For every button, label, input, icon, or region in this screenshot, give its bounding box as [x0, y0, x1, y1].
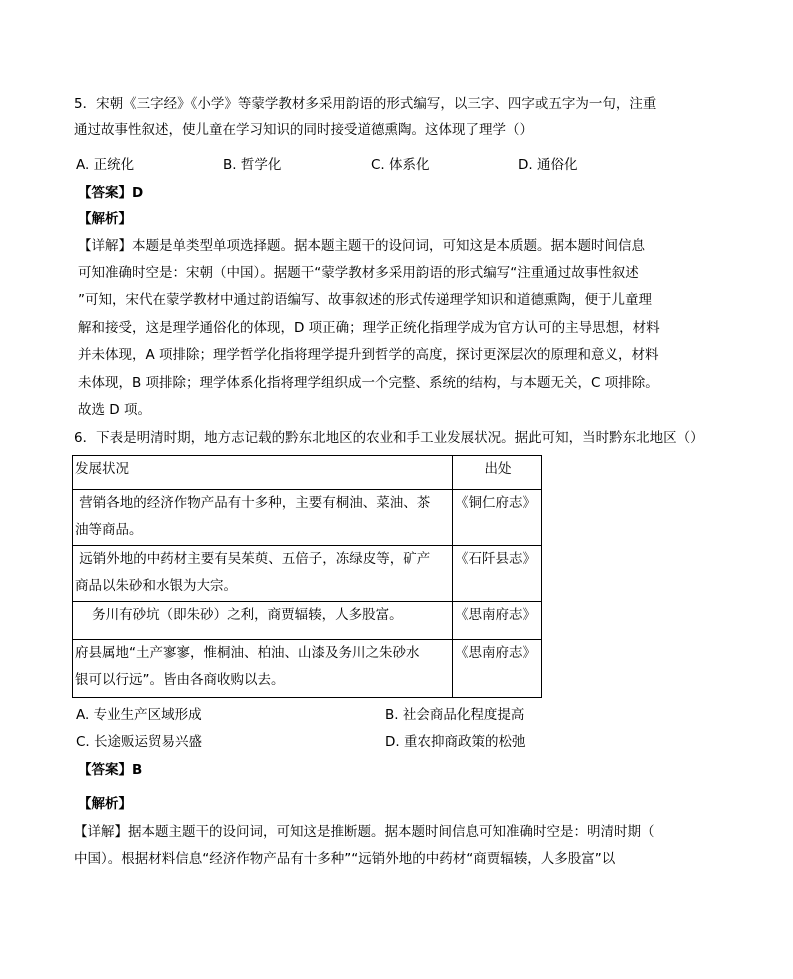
table-cell-source: 《石阡县志》: [453, 546, 542, 602]
q6-option-b: B. 社会商品化程度提高: [385, 707, 525, 723]
q6-option-d: D. 重农抑商政策的松弛: [385, 734, 526, 750]
q5-analysis-line: 未体现，B 项排除；理学体系化指将理学组织成一个完整、系统的结构，与本题无关，C 项排除。: [78, 375, 659, 391]
table-row: [73, 490, 542, 546]
q5-stem-line1: 5．宋朝《三字经》《小学》等蒙学教材多采用韵语的形式编写，以三字、四字或五字为一句，注重: [74, 96, 657, 112]
table-cell-status: [73, 490, 453, 546]
q5-option-a: A. 正统化: [76, 157, 135, 173]
cell-line: 府县属地“土产寥寥，惟桐油、柏油、山漆及务川之朱砂水: [75, 645, 420, 661]
q6-analysis-heading: 【解析】: [78, 796, 132, 812]
q5-analysis-line: ”可知，宋代在蒙学教材中通过韵语编写、故事叙述的形式传递理学知识和道德熏陶，便于儿童理: [78, 292, 652, 308]
cell-line: 营销各地的经济作物产品有十多种，主要有桐油、菜油、茶: [75, 495, 431, 511]
table-header-row: [73, 456, 542, 490]
q5-analysis-line: 并未体现，A 项排除；理学哲学化指将理学提升到哲学的高度，探讨更深层次的原理和意义，材料: [78, 347, 659, 363]
table-header-status: 发展状况: [73, 456, 453, 490]
q6-analysis-line: 中国）。根据材料信息“经济作物产品有十多种”“远销外地的中药材“商贾辐辏，人多股富”以: [74, 851, 616, 867]
table-cell-source: 《思南府志》: [453, 602, 542, 640]
q5-stem-line2: 通过故事性叙述，使儿童在学习知识的同时接受道德熏陶。这体现了理学（）: [74, 122, 533, 138]
q6-option-a: A. 专业生产区域形成: [76, 707, 202, 723]
q6-analysis-line: 【详解】据本题主题干的设问词，可知这是推断题。据本题时间信息可知准确时空是：明清时期（: [74, 824, 655, 840]
q5-analysis-line: 解和接受，这是理学通俗化的体现，D 项正确；理学正统化指理学成为官方认可的主导思想，材料: [78, 320, 660, 336]
cell-line: 务川有砂坑（即朱砂）之利，商贾辐辏，人多股富。: [75, 607, 403, 623]
q5-answer: 【答案】D: [78, 185, 144, 201]
q6-answer: 【答案】B: [78, 762, 143, 778]
q5-analysis-line: 可知准确时空是：宋朝（中国）。据题干“蒙学教材多采用韵语的形式编写“注重通过故事性叙述: [78, 265, 639, 281]
table-cell-status: [73, 640, 453, 698]
table-cell-source: 《思南府志》: [453, 640, 542, 698]
q5-option-d: D. 通俗化: [518, 157, 578, 173]
table-row: [73, 640, 542, 698]
table-row: [73, 546, 542, 602]
table-cell-status: [73, 602, 453, 640]
table-header-source: 出处: [453, 456, 542, 490]
q6-table: [72, 455, 542, 698]
cell-line: 油等商品。: [75, 522, 143, 538]
table-cell-source: 《铜仁府志》: [453, 490, 542, 546]
cell-line: 远销外地的中药材主要有吴茱萸、五倍子，冻绿皮等，矿产: [75, 551, 431, 567]
q5-analysis-heading: 【解析】: [78, 211, 132, 227]
q6-stem: 6．下表是明清时期，地方志记载的黔东北地区的农业和手工业发展状况。据此可知，当时黔东北地区（）: [74, 430, 704, 446]
q5-option-b: B. 哲学化: [223, 157, 282, 173]
table-cell-status: [73, 546, 453, 602]
q5-analysis-line: 【详解】本题是单类型单项选择题。据本题主题干的设问词，可知这是本质题。据本题时间信息: [78, 238, 645, 254]
q5-option-c: C. 体系化: [371, 157, 430, 173]
cell-line: 银可以行远”。皆由各商收购以去。: [75, 672, 285, 688]
cell-line: 商品以朱砂和水银为大宗。: [75, 578, 237, 594]
q5-analysis-line: 故选 D 项。: [78, 402, 151, 418]
q6-option-c: C. 长途贩运贸易兴盛: [76, 734, 203, 750]
table-row: [73, 602, 542, 640]
